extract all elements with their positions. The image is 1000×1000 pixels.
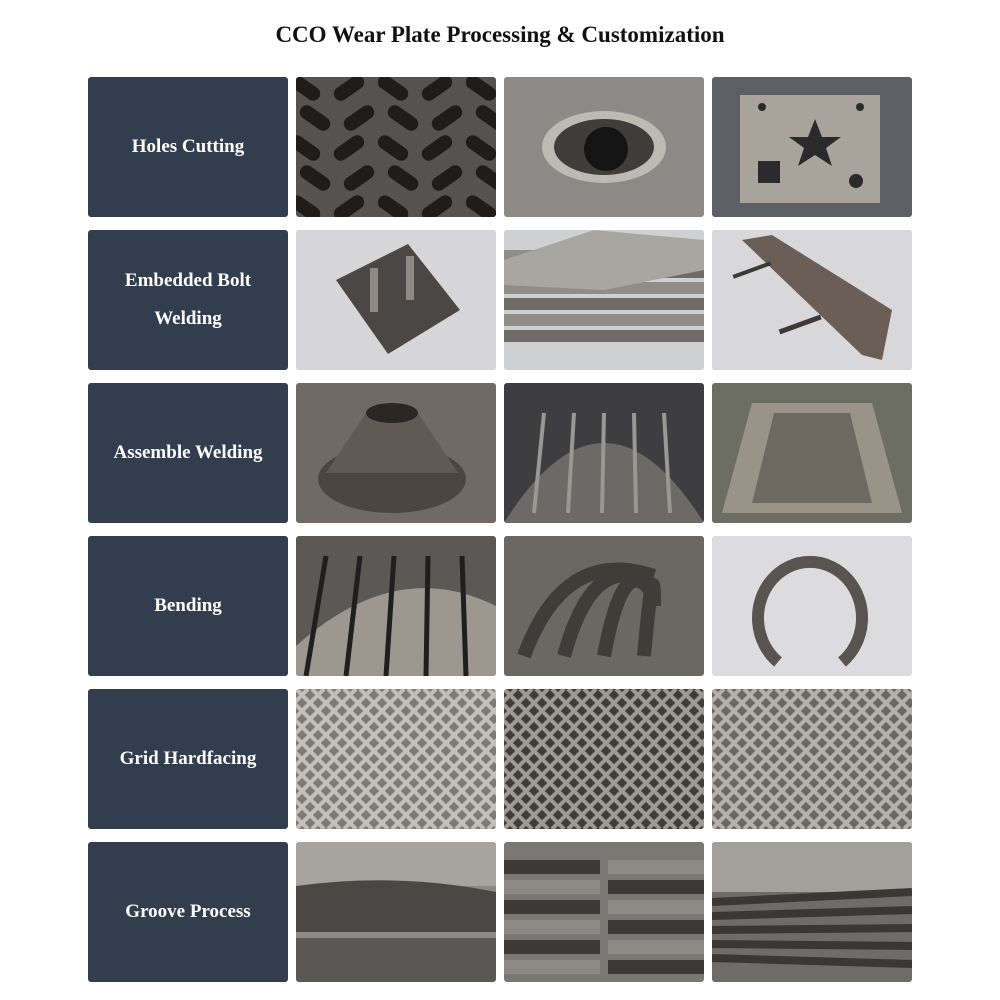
oval-hole-plate-photo-image bbox=[504, 77, 704, 217]
process-row bbox=[88, 230, 912, 370]
slotted-plate-photo-image bbox=[296, 77, 496, 217]
bolted-square-plate-photo bbox=[296, 230, 496, 370]
groove-edge-photo bbox=[296, 842, 496, 982]
grid-hardfacing-sample-3-photo bbox=[712, 689, 912, 829]
groove-stack-photo-image bbox=[504, 842, 704, 982]
stacked-bolt-plates-photo bbox=[504, 230, 704, 370]
groove-bevel-photo bbox=[712, 842, 912, 982]
page-title: CCO Wear Plate Processing & Customization bbox=[275, 22, 725, 47]
process-label: Assemble Welding bbox=[88, 383, 288, 523]
grid-hardfacing-sample-2-photo-image bbox=[504, 689, 704, 829]
chute-liner-photo bbox=[712, 383, 912, 523]
bent-curve-pieces-photo-image bbox=[504, 536, 704, 676]
grid-hardfacing-sample-1-photo bbox=[296, 689, 496, 829]
groove-edge-photo-image bbox=[296, 842, 496, 982]
long-bolt-bar-photo bbox=[712, 230, 912, 370]
bent-curve-pieces-photo bbox=[504, 536, 704, 676]
stacked-bolt-plates-photo-image bbox=[504, 230, 704, 370]
process-row bbox=[88, 842, 912, 982]
process-label: Embedded Bolt Welding bbox=[88, 230, 288, 370]
groove-stack-photo bbox=[504, 842, 704, 982]
grid-hardfacing-sample-2-photo bbox=[504, 689, 704, 829]
process-label: Groove Process bbox=[88, 842, 288, 982]
bent-plates-strapped-photo-image bbox=[296, 536, 496, 676]
groove-bevel-photo-image bbox=[712, 842, 912, 982]
bent-ring-photo-image bbox=[712, 536, 912, 676]
curved-hood-weld-photo-image bbox=[504, 383, 704, 523]
bent-plates-strapped-photo bbox=[296, 536, 496, 676]
cone-assembly-photo-image bbox=[296, 383, 496, 523]
process-label: Grid Hardfacing bbox=[88, 689, 288, 829]
process-label: Bending bbox=[88, 536, 288, 676]
grid-hardfacing-sample-1-photo-image bbox=[296, 689, 496, 829]
star-cut-plate-photo bbox=[712, 77, 912, 217]
star-cut-plate-photo-image bbox=[712, 77, 912, 217]
process-row bbox=[88, 536, 912, 676]
chute-liner-photo-image bbox=[712, 383, 912, 523]
slotted-plate-photo bbox=[296, 77, 496, 217]
process-label: Holes Cutting bbox=[88, 77, 288, 217]
grid-hardfacing-sample-3-photo-image bbox=[712, 689, 912, 829]
oval-hole-plate-photo bbox=[504, 77, 704, 217]
bolted-square-plate-photo-image bbox=[296, 230, 496, 370]
curved-hood-weld-photo bbox=[504, 383, 704, 523]
cone-assembly-photo bbox=[296, 383, 496, 523]
process-row bbox=[88, 383, 912, 523]
process-row bbox=[88, 77, 912, 217]
bent-ring-photo bbox=[712, 536, 912, 676]
process-row bbox=[88, 689, 912, 829]
long-bolt-bar-photo-image bbox=[712, 230, 912, 370]
